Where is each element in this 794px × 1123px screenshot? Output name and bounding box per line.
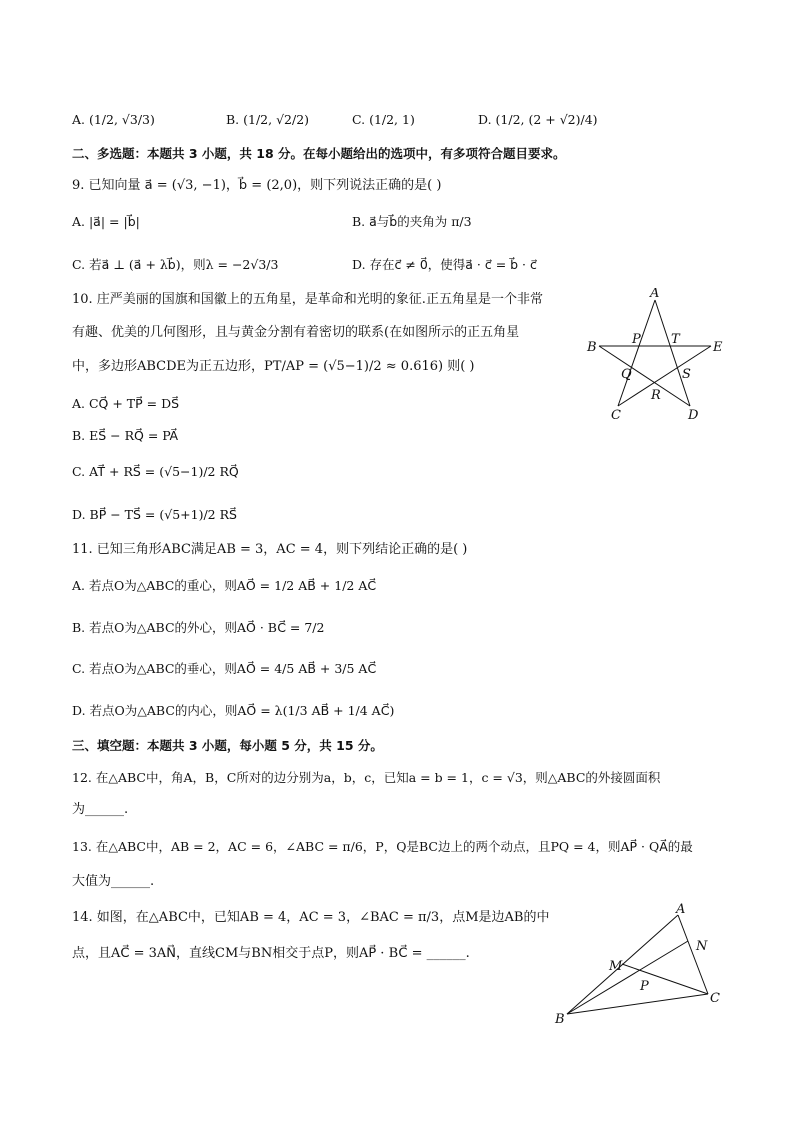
question-10-line-2: 有趣、优美的几何图形，且与黄金分割有着密切的联系(在如图所示的正五角星 <box>72 325 520 340</box>
label-b: B <box>555 1012 565 1027</box>
label-n: N <box>696 939 708 954</box>
question-9-option-b: B. a⃗与b⃗的夹角为 π/3 <box>352 214 472 229</box>
label-s: S <box>682 367 691 382</box>
label-d: D <box>688 408 699 423</box>
label-p: P <box>640 979 649 994</box>
segment-cm <box>622 964 708 994</box>
question-9-option-d: D. 存在c⃗ ≠ 0⃗，使得a⃗ · c⃗ = b⃗ · c⃗ <box>352 257 537 272</box>
question-10-option-a: A. CQ⃗ + TP⃗ = DS⃗ <box>72 396 180 411</box>
label-m: M <box>609 959 623 974</box>
option-d: D. (1/2, (2 + √2)/4) <box>478 112 598 127</box>
question-11-option-c: C. 若点O为△ABC的垂心，则AO⃗ = 4/5 AB⃗ + 3/5 AC⃗ <box>72 661 377 676</box>
section-heading-multiple-choice: 二、多选题：本题共 3 小题，共 18 分。在每小题给出的选项中，有多项符合题目要求。 <box>72 146 566 161</box>
question-10-line-1: 10. 庄严美丽的国旗和国徽上的五角星，是革命和光明的象征.正五角星是一个非常 <box>72 292 543 307</box>
segment-bn <box>567 941 688 1014</box>
question-13-line-1: 13. 在△ABC中，AB = 2，AC = 6，∠ABC = π/6，P，Q是BC边上的两个动点，且PQ = 4，则AP⃗ · QA⃗的最 <box>72 839 693 854</box>
star-edge-ec <box>618 346 711 406</box>
question-11-option-d: D. 若点O为△ABC的内心，则AO⃗ = λ(1/3 AB⃗ + 1/4 AC⃗) <box>72 703 395 718</box>
question-10-option-c: C. AT⃗ + RS⃗ = (√5−1)/2 RQ⃗ <box>72 464 239 479</box>
question-9-option-a: A. |a⃗| = |b⃗| <box>72 214 140 229</box>
star-edge-bd <box>599 346 690 406</box>
label-q: Q <box>621 367 632 382</box>
label-p: P <box>632 332 641 347</box>
question-13-line-2: 大值为______. <box>72 874 155 889</box>
option-a: A. (1/2, √3/3) <box>72 112 155 127</box>
question-11-option-b: B. 若点O为△ABC的外心，则AO⃗ · BC⃗ = 7/2 <box>72 620 325 635</box>
question-10-option-b: B. ES⃗ − RQ⃗ = PA⃗ <box>72 428 179 443</box>
question-10-option-d: D. BP⃗ − TS⃗ = (√5+1)/2 RS⃗ <box>72 507 237 522</box>
question-11-stem: 11. 已知三角形ABC满足AB = 3，AC = 4，则下列结论正确的是( ) <box>72 542 468 557</box>
triangle-figure <box>550 902 730 1032</box>
label-e: E <box>713 340 723 355</box>
question-14-line-1: 14. 如图，在△ABC中，已知AB = 4，AC = 3，∠BAC = π/3，点M是边AB的中 <box>72 910 550 925</box>
star-edge-ac <box>618 300 655 406</box>
label-r: R <box>651 388 661 403</box>
question-10-line-3: 中，多边形ABCDE为正五边形，PT/AP = (√5−1)/2 ≈ 0.616) 则( ) <box>72 359 475 374</box>
side-ac <box>678 915 708 994</box>
label-b: B <box>587 340 597 355</box>
question-12-line-2: 为______. <box>72 802 129 817</box>
question-11-option-a: A. 若点O为△ABC的重心，则AO⃗ = 1/2 AB⃗ + 1/2 AC⃗ <box>72 578 377 593</box>
pentagram-figure <box>585 288 735 423</box>
question-12-line-1: 12. 在△ABC中，角A，B，C所对的边分别为a，b，c，已知a = b = 1，c = √3，则△ABC的外接圆面积 <box>72 770 661 785</box>
label-a: A <box>650 288 660 301</box>
option-b: B. (1/2, √2/2) <box>226 112 310 127</box>
question-14-line-2: 点，且AC⃗ = 3AN⃗，直线CM与BN相交于点P，则AP⃗ · BC⃗ = ______. <box>72 946 470 961</box>
label-a: A <box>676 902 686 917</box>
section-heading-fill-in: 三、填空题：本题共 3 小题，每小题 5 分，共 15 分。 <box>72 738 383 753</box>
label-c: C <box>710 991 720 1006</box>
option-c: C. (1/2, 1) <box>352 112 415 127</box>
question-9-stem: 9. 已知向量 a⃗ = (√3, −1)，b⃗ = (2,0)，则下列说法正确的是( ) <box>72 178 442 193</box>
question-9-option-c: C. 若a⃗ ⊥ (a⃗ + λb⃗)，则λ = −2√3/3 <box>72 257 279 272</box>
side-bc <box>567 994 708 1014</box>
label-c: C <box>611 408 621 423</box>
label-t: T <box>671 332 680 347</box>
